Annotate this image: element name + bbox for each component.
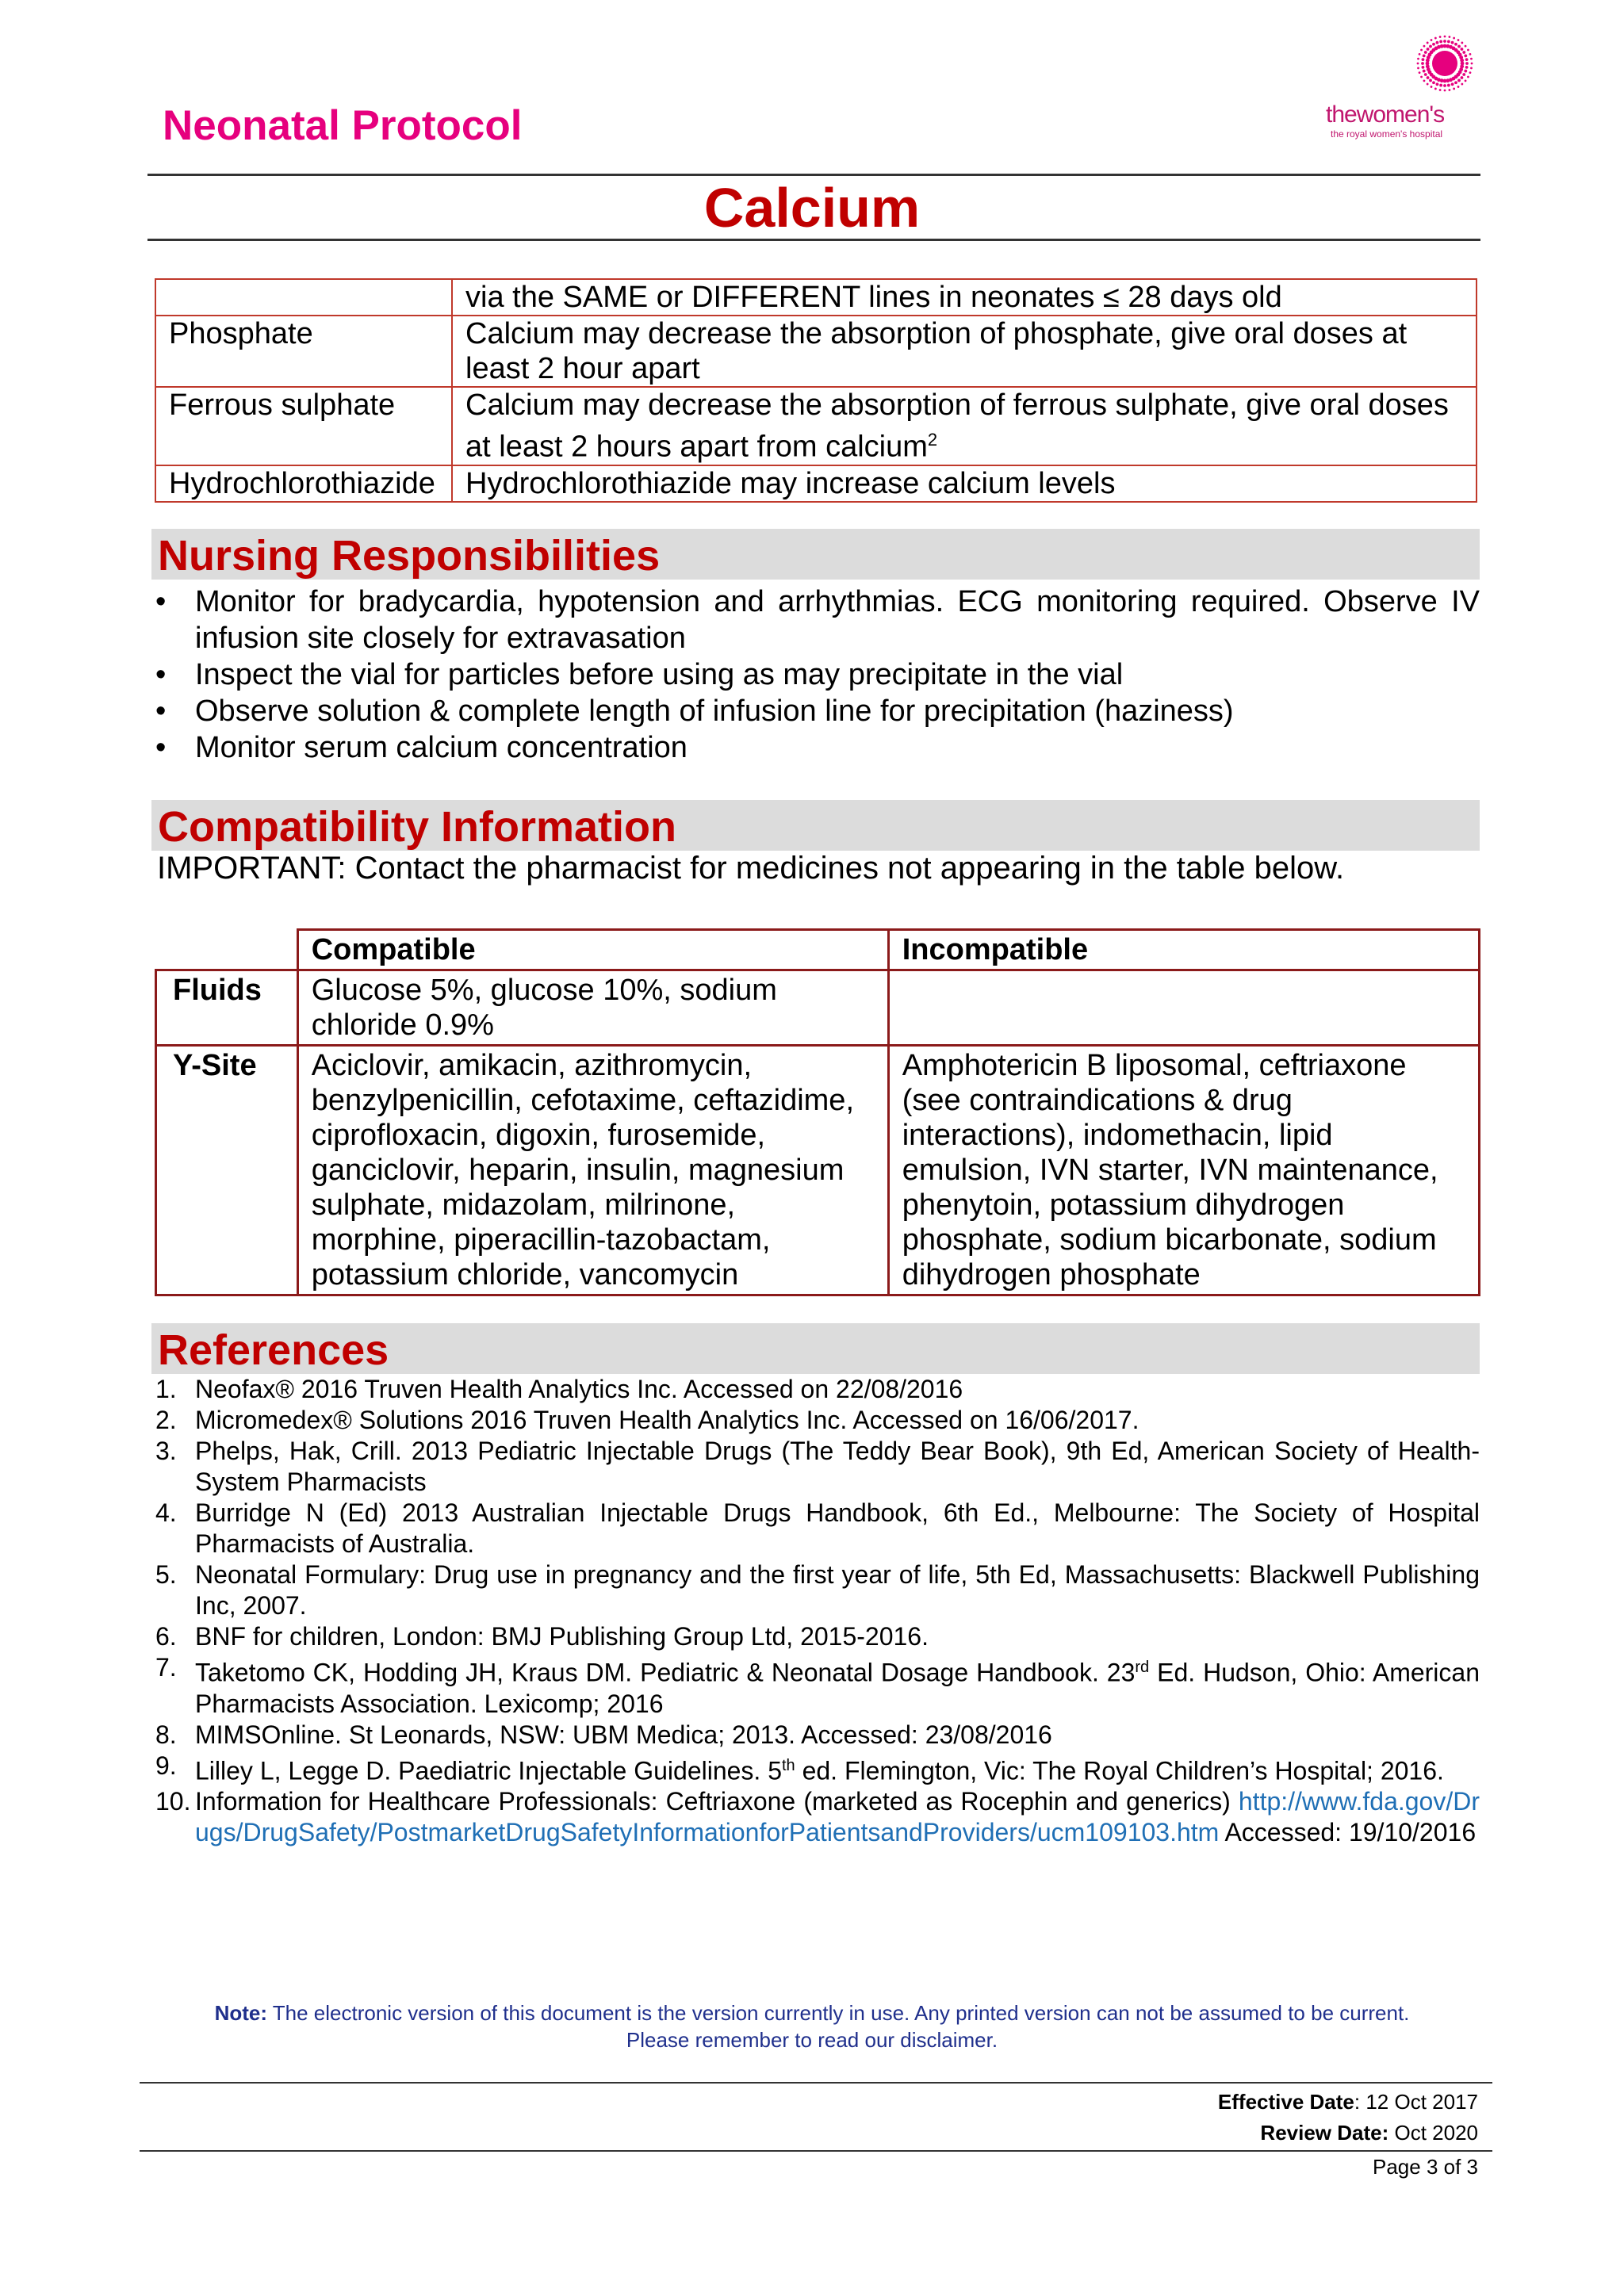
nursing-list-item xyxy=(155,584,1480,656)
reference-number: 9. xyxy=(155,1751,177,1780)
reference-number: 7. xyxy=(155,1653,177,1682)
incompatible-cell: Amphotericin B liposomal, ceftriaxone (see contraindications & drug interactions), indomethacin, lipid emulsion, IVN starter, IVN maintenance, phenytoin, potassium dihydrogen phosphate, sodium bicarbonate, sodium dihydrogen phosphate xyxy=(888,1046,1479,1295)
nursing-list-item xyxy=(155,693,1480,729)
references-heading-text: References xyxy=(158,1326,389,1374)
interaction-row xyxy=(155,316,1477,387)
reference-number: 10. xyxy=(155,1787,191,1816)
reference-number: 1. xyxy=(155,1375,177,1403)
reference-text: Burridge N (Ed) 2013 Australian Injectable Drugs Handbook, 6th Ed., Melbourne: The Society of Hospital Pharmacists of Australia. xyxy=(195,1498,1480,1558)
review-date-value: Oct 2020 xyxy=(1388,2121,1478,2145)
reference-item xyxy=(155,1405,1480,1436)
reference-number: 8. xyxy=(155,1720,177,1749)
bullet-icon: • xyxy=(155,658,167,691)
reference-text: Lilley L, Legge D. Paediatric Injectable Guidelines. 5 xyxy=(195,1756,782,1785)
compatibility-heading-text: Compatibility Information xyxy=(158,803,676,851)
starburst-logo-icon xyxy=(1413,32,1477,95)
interaction-drug-cell: Ferrous sulphate xyxy=(155,387,452,465)
compatible-column-header: Compatible xyxy=(297,930,888,970)
reference-superscript: 2 xyxy=(927,430,938,450)
note-text: The electronic version of this document is the version currently in use. Any printed version can not be assumed to be current. xyxy=(267,2001,1410,2025)
nursing-item-text: Monitor serum calcium concentration xyxy=(195,731,688,764)
nursing-item-text: Inspect the vial for particles before using as may precipitate in the vial xyxy=(195,658,1124,691)
compatibility-row xyxy=(156,1046,1480,1295)
reference-text: Phelps, Hak, Crill. 2013 Pediatric Injectable Drugs (The Teddy Bear Book), 9th Ed, American Society of Health-System Pharmacists xyxy=(195,1437,1480,1496)
interaction-effect-text: Calcium may decrease the absorption of phosphate, give oral doses at least 2 hour apart xyxy=(465,317,1408,385)
reference-text: Neonatal Formulary: Drug use in pregnancy and the first year of life, 5th Ed, Massachusetts: Blackwell Publishing Inc, 2007. xyxy=(195,1560,1480,1620)
interaction-drug-cell: Hydrochlorothiazide xyxy=(155,465,452,502)
interaction-effect-text: via the SAME or DIFFERENT lines in neonates ≤ 28 days old xyxy=(465,281,1282,314)
reference-number: 5. xyxy=(155,1560,177,1589)
effective-date-label: Effective Date xyxy=(1217,2090,1354,2114)
interaction-drug-cell: Phosphate xyxy=(155,316,452,387)
blank-corner-cell xyxy=(156,930,298,970)
logo-wordmark: thewomen's xyxy=(1326,101,1445,128)
nursing-item-text: Monitor for bradycardia, hypotension and arrhythmias. ECG monitoring required. Observe IV infusion site closely for extravasation xyxy=(195,585,1480,655)
footer-note xyxy=(0,1999,1624,2053)
reference-item xyxy=(155,1786,1480,1848)
bullet-icon: • xyxy=(155,731,167,764)
drug-interactions-table xyxy=(155,278,1477,503)
compatibility-row xyxy=(156,970,1480,1046)
bullet-icon: • xyxy=(155,585,167,618)
nursing-list-item xyxy=(155,729,1480,766)
compatibility-section-heading xyxy=(151,800,1480,851)
interaction-effect-cell xyxy=(452,279,1477,316)
reference-item xyxy=(155,1720,1480,1751)
references-section-heading xyxy=(151,1323,1480,1374)
nursing-item-text: Observe solution & complete length of infusion line for precipitation (haziness) xyxy=(195,695,1234,728)
important-notice: IMPORTANT: Contact the pharmacist for medicines not appearing in the table below. xyxy=(157,851,1345,886)
reference-link[interactable]: http://www.fda.gov/Drugs/DrugSafety/PostmarketDrugSafetyInformationforPatientsandProviders/ucm109103.htm xyxy=(195,1787,1480,1847)
compatible-cell: Glucose 5%, glucose 10%, sodium chloride 0.9% xyxy=(297,970,888,1046)
compatibility-header-row xyxy=(156,930,1480,970)
reference-number: 6. xyxy=(155,1622,177,1651)
interaction-drug-cell xyxy=(155,279,452,316)
reference-text: Information for Healthcare Professionals: Ceftriaxone (marketed as Rocephin and generics) xyxy=(195,1787,1239,1816)
incompatible-cell xyxy=(888,970,1479,1046)
bullet-icon: • xyxy=(155,695,167,728)
reference-item xyxy=(155,1621,1480,1652)
interaction-row xyxy=(155,279,1477,316)
review-date-label: Review Date: xyxy=(1260,2121,1389,2145)
compatible-cell: Aciclovir, amikacin, azithromycin, benzylpenicillin, cefotaxime, ceftazidime, ciprofloxacin, digoxin, furosemide, ganciclovir, heparin, insulin, magnesium sulphate, midazolam, milrinone, morphine, piperacillin-tazobactam, potassium chloride, vancomycin xyxy=(297,1046,888,1295)
compatibility-row-label: Y-Site xyxy=(156,1046,298,1295)
interaction-effect-cell xyxy=(452,387,1477,465)
reference-item xyxy=(155,1498,1480,1559)
effective-date-value: : 12 Oct 2017 xyxy=(1354,2090,1478,2114)
reference-text: Taketomo CK, Hodding JH, Kraus DM. Pediatric & Neonatal Dosage Handbook. 23 xyxy=(195,1658,1136,1687)
interaction-effect-cell xyxy=(452,465,1477,502)
reference-item xyxy=(155,1751,1480,1787)
hospital-logo xyxy=(1324,32,1475,143)
nursing-list xyxy=(155,584,1480,766)
interaction-effect-text: Hydrochlorothiazide may increase calcium levels xyxy=(465,466,1116,500)
reference-item xyxy=(155,1436,1480,1498)
reference-text: MIMSOnline. St Leonards, NSW: UBM Medica; 2013. Accessed: 23/08/2016 xyxy=(195,1720,1052,1749)
references-list xyxy=(155,1374,1480,1848)
ordinal-superscript: rd xyxy=(1135,1659,1150,1676)
interaction-effect-cell xyxy=(452,316,1477,387)
footer-rule-bottom xyxy=(140,2150,1492,2152)
nursing-section-heading xyxy=(151,529,1480,580)
reference-number: 2. xyxy=(155,1406,177,1434)
header-rule-bottom xyxy=(147,239,1480,241)
reference-number: 4. xyxy=(155,1498,177,1527)
review-date xyxy=(1260,2121,1478,2145)
interaction-row xyxy=(155,465,1477,502)
reference-item xyxy=(155,1374,1480,1405)
reference-text-tail: Accessed: 19/10/2016 xyxy=(1219,1818,1477,1847)
note-label: Note: xyxy=(214,2001,268,2025)
disclaimer-text: Please remember to read our disclaimer. xyxy=(626,2028,998,2052)
reference-text-tail: ed. Flemington, Vic: The Royal Children’s Hospital; 2016. xyxy=(795,1756,1444,1785)
incompatible-column-header: Incompatible xyxy=(888,930,1479,970)
nursing-heading-text: Nursing Responsibilities xyxy=(158,532,661,580)
page-number: Page 3 of 3 xyxy=(1373,2155,1478,2179)
footer-rule-top xyxy=(140,2082,1492,2084)
ordinal-superscript: th xyxy=(782,1756,795,1774)
reference-text-tail: Ed. Hudson, Ohio: American Pharmacists Association. Lexicomp; 2016 xyxy=(195,1658,1480,1718)
effective-date xyxy=(1218,2090,1478,2114)
nursing-list-item xyxy=(155,656,1480,693)
reference-number: 3. xyxy=(155,1437,177,1465)
reference-text: Neofax® 2016 Truven Health Analytics Inc. Accessed on 22/08/2016 xyxy=(195,1375,963,1403)
compatibility-row-label: Fluids xyxy=(156,970,298,1046)
reference-item xyxy=(155,1559,1480,1621)
compatibility-table xyxy=(155,928,1480,1296)
reference-item xyxy=(155,1652,1480,1720)
logo-subtitle: the royal women's hospital xyxy=(1331,128,1443,140)
reference-text: Micromedex® Solutions 2016 Truven Health Analytics Inc. Accessed on 16/06/2017. xyxy=(195,1406,1139,1434)
page-title: Calcium xyxy=(703,177,921,239)
interaction-effect-text: Calcium may decrease the absorption of ferrous sulphate, give oral doses at least 2 hours apart from calcium xyxy=(465,388,1449,464)
protocol-label: Neonatal Protocol xyxy=(163,102,523,149)
interaction-row xyxy=(155,387,1477,465)
reference-text: BNF for children, London: BMJ Publishing Group Ltd, 2015-2016. xyxy=(195,1622,929,1651)
